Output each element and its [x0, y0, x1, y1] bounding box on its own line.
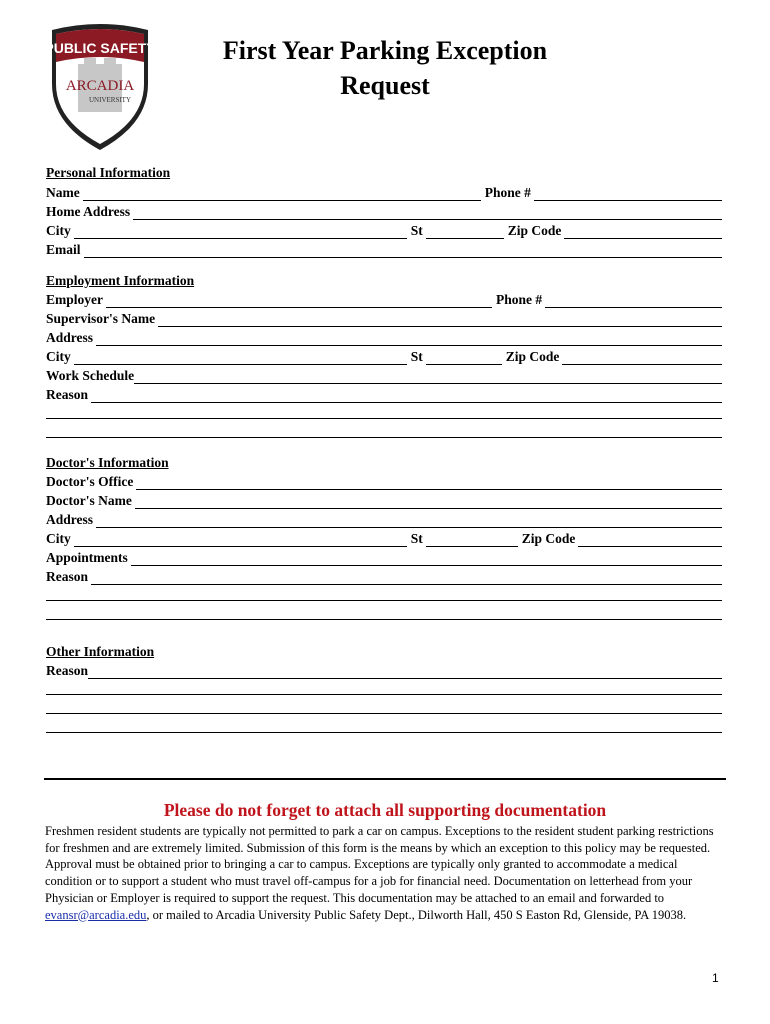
doctor-state-field[interactable] — [426, 534, 518, 547]
policy-text-before: Freshmen resident students are typically not permitted to park a car on campus. Exceptions to the resident student parking restrictions for freshmen and are extremely limited. Submission of this form is the means by which an exception to this policy may be requested. Approval must be obtained prior to bringing a car to campus. Exceptions are typically only granted to accommodate a medical condition or to support a student who must travel off-campus for a job for financial need. Documentation on letterhead from your Physician or Employer is required to support the request. This documentation may be attached to an email and forwarded to — [45, 824, 714, 905]
logo-sub-text: UNIVERSITY — [89, 96, 131, 104]
doctor-reason-line-2[interactable] — [46, 600, 722, 601]
doctor-zip-field[interactable] — [578, 534, 722, 547]
doctor-name-row — [46, 493, 722, 509]
doctor-office-label: Doctor's Office — [46, 474, 134, 489]
doctor-address-label: Address — [46, 512, 94, 527]
other-reason-row — [46, 663, 722, 679]
employer-state-label: St — [410, 349, 423, 364]
employment-reason-label: Reason — [46, 387, 89, 402]
supervisor-row — [46, 311, 722, 327]
employment-heading: Employment Information — [46, 273, 195, 288]
doctor-city-label: City — [46, 531, 71, 546]
name-field[interactable] — [83, 188, 481, 201]
section-divider — [44, 778, 726, 780]
policy-text-after: , or mailed to Arcadia University Public Safety Dept., Dilworth Hall, 450 S Easton Rd, Glenside, PA 19038. — [146, 907, 687, 922]
employment-reason-line-3[interactable] — [46, 437, 722, 438]
personal-name-row — [46, 185, 722, 201]
employer-address-label: Address — [46, 330, 94, 345]
doctor-reason-line-3[interactable] — [46, 619, 722, 620]
doctor-address-row — [46, 512, 722, 528]
employment-reason-row — [46, 387, 722, 403]
policy-paragraph — [45, 823, 725, 923]
doctor-zip-label: Zip Code — [521, 531, 576, 546]
other-reason-line-4[interactable] — [46, 732, 722, 733]
doctor-office-field[interactable] — [136, 477, 722, 490]
logo-top-text: PUBLIC SAFETY — [44, 40, 156, 56]
appointments-label: Appointments — [46, 550, 128, 565]
public-safety-logo — [44, 24, 156, 154]
title-line-2: Request — [340, 71, 430, 100]
doctor-office-row — [46, 474, 722, 490]
doctor-city-row — [46, 531, 722, 547]
email-row — [46, 242, 722, 258]
documentation-notice: Please do not forget to attach all supporting documentation — [163, 800, 607, 820]
name-label: Name — [46, 185, 80, 200]
home-address-field[interactable] — [133, 207, 722, 220]
doctor-name-field[interactable] — [135, 496, 722, 509]
other-reason-label: Reason — [46, 663, 89, 678]
home-address-label: Home Address — [46, 204, 131, 219]
employer-label: Employer — [46, 292, 103, 307]
employer-row — [46, 292, 722, 308]
doctor-reason-label: Reason — [46, 569, 89, 584]
doctor-state-label: St — [410, 531, 423, 546]
employer-zip-label: Zip Code — [505, 349, 560, 364]
work-schedule-label: Work Schedule — [46, 368, 135, 383]
employer-phone-label: Phone # — [496, 292, 543, 307]
employer-state-field[interactable] — [426, 352, 502, 365]
city-field[interactable] — [74, 226, 407, 239]
supervisor-field[interactable] — [158, 314, 722, 327]
doctor-address-field[interactable] — [96, 515, 722, 528]
other-heading: Other Information — [46, 644, 155, 659]
zip-field[interactable] — [564, 226, 722, 239]
employer-zip-field[interactable] — [562, 352, 722, 365]
doctor-name-label: Doctor's Name — [46, 493, 132, 508]
zip-label: Zip Code — [507, 223, 562, 238]
other-reason-field[interactable] — [88, 666, 722, 679]
employment-reason-field[interactable] — [91, 390, 722, 403]
phone-label: Phone # — [484, 185, 531, 200]
appointments-row — [46, 550, 722, 566]
doctor-reason-field[interactable] — [91, 572, 722, 585]
other-reason-line-3[interactable] — [46, 713, 722, 714]
title-line-1: First Year Parking Exception — [222, 36, 548, 65]
city-label: City — [46, 223, 71, 238]
employer-address-field[interactable] — [96, 333, 722, 346]
personal-heading: Personal Information — [46, 165, 171, 180]
logo-name-text: ARCADIA — [65, 78, 135, 94]
email-label: Email — [46, 242, 81, 257]
employer-city-field[interactable] — [74, 352, 407, 365]
doctor-heading: Doctor's Information — [46, 455, 169, 470]
other-reason-line-2[interactable] — [46, 694, 722, 695]
page-number: 1 — [712, 971, 719, 985]
appointments-field[interactable] — [131, 553, 722, 566]
employment-reason-line-2[interactable] — [46, 418, 722, 419]
home-address-row — [46, 204, 722, 220]
email-link[interactable]: evansr@arcadia.edu — [45, 907, 147, 922]
state-field[interactable] — [426, 226, 504, 239]
doctor-city-field[interactable] — [74, 534, 407, 547]
supervisor-label: Supervisor's Name — [46, 311, 156, 326]
form-title — [160, 33, 610, 103]
employer-field[interactable] — [106, 295, 492, 308]
personal-city-row — [46, 223, 722, 239]
doctor-reason-row — [46, 569, 722, 585]
work-schedule-field[interactable] — [134, 371, 722, 384]
work-schedule-row — [46, 368, 722, 384]
employer-address-row — [46, 330, 722, 346]
phone-field[interactable] — [534, 188, 722, 201]
employer-phone-field[interactable] — [545, 295, 722, 308]
email-field[interactable] — [84, 245, 722, 258]
employer-city-label: City — [46, 349, 71, 364]
employer-city-row — [46, 349, 722, 365]
state-label: St — [410, 223, 423, 238]
